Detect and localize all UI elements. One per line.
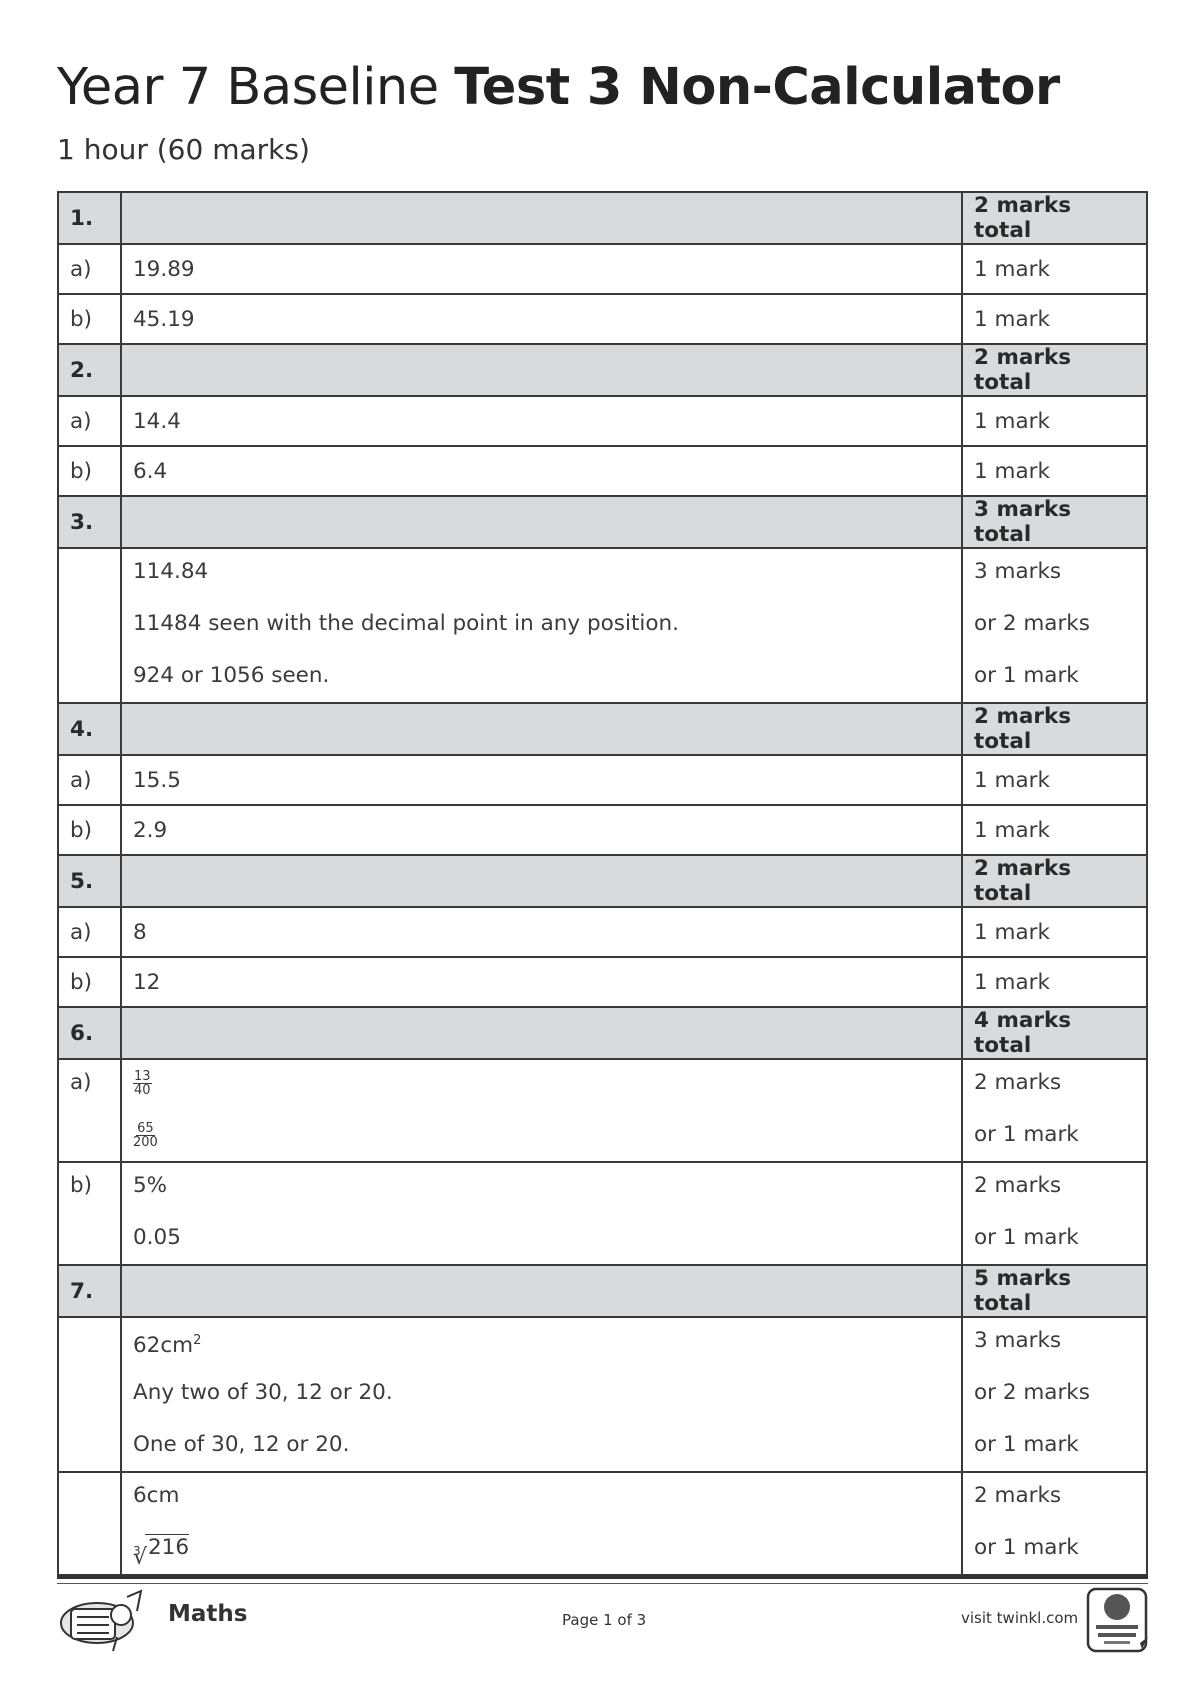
- part-label: b): [70, 458, 93, 484]
- part-label-cell: [58, 548, 121, 703]
- fraction-denominator: 200: [133, 1134, 158, 1150]
- answer-text: 12: [133, 969, 161, 995]
- question-number: 4.: [58, 703, 121, 755]
- answer-line: [133, 1315, 950, 1367]
- answer-text: 114.84: [133, 559, 209, 584]
- root-radicand: √ 216: [145, 1534, 189, 1560]
- fraction-numerator: 65: [137, 1120, 154, 1136]
- answer-line: [133, 818, 950, 843]
- question-header-row: [58, 1007, 1147, 1059]
- answer-cell: [121, 805, 962, 855]
- title-light: Year 7 Baseline: [57, 58, 439, 117]
- mark-value: or 1 mark: [974, 1122, 1079, 1147]
- part-label: a): [70, 408, 92, 434]
- answer-line: [133, 1212, 950, 1264]
- answer-text: 6cm: [133, 1483, 180, 1508]
- answer-cell: [121, 244, 962, 294]
- answer-line: [133, 1419, 950, 1471]
- part-label: a): [70, 767, 92, 793]
- answer-line: [133, 1109, 950, 1161]
- answer-row: [58, 396, 1147, 446]
- answer-line: [133, 598, 950, 650]
- page-title: [57, 58, 1060, 117]
- answer-text: 19.89: [133, 256, 195, 282]
- part-label-cell: [58, 957, 121, 1007]
- question-number: 5.: [58, 855, 121, 907]
- answer-row: [58, 755, 1147, 805]
- answer-cell: [121, 1472, 962, 1575]
- part-label: b): [70, 817, 93, 843]
- part-label-cell: [58, 244, 121, 294]
- answer-line: [133, 307, 950, 332]
- answer-text: 62cm: [133, 1333, 194, 1359]
- question-number: 3.: [58, 496, 121, 548]
- answer-text: One of 30, 12 or 20.: [133, 1432, 350, 1457]
- part-label: a): [70, 256, 92, 282]
- answer-line: [133, 459, 950, 484]
- answer-text: 0.05: [133, 1225, 181, 1250]
- mark-value: 2 marks: [974, 1173, 1062, 1198]
- part-label-cell: [58, 294, 121, 344]
- part-label-cell: [58, 755, 121, 805]
- marks-cell: [962, 755, 1147, 805]
- fraction: [133, 1122, 158, 1149]
- mark-value: 1 mark: [974, 408, 1050, 434]
- question-number: 7.: [58, 1265, 121, 1317]
- mark-value: 3 marks: [974, 1328, 1062, 1353]
- root-index: 3: [133, 1544, 141, 1558]
- part-label-cell: [58, 396, 121, 446]
- answer-line: [133, 1522, 950, 1574]
- page-subtitle: 1 hour (60 marks): [57, 133, 310, 166]
- mark-value: 1 mark: [974, 767, 1050, 793]
- answer-row: [58, 446, 1147, 496]
- part-label-cell: [58, 1162, 121, 1265]
- footer-divider-thin: [57, 1583, 1148, 1584]
- part-label: b): [70, 1173, 93, 1198]
- part-label: b): [70, 969, 93, 995]
- question-number: 2.: [58, 344, 121, 396]
- answer-text: 924 or 1056 seen.: [133, 663, 330, 688]
- part-label: [70, 1315, 109, 1367]
- marks-cell: [962, 805, 1147, 855]
- footer-page-number: Page 1 of 3: [562, 1611, 647, 1629]
- answer-cell: [121, 446, 962, 496]
- question-total-marks: 2 marks total: [962, 192, 1147, 244]
- marks-cell: [962, 294, 1147, 344]
- part-label-cell: [58, 805, 121, 855]
- answer-row: [58, 907, 1147, 957]
- question-header-blank: [121, 192, 962, 244]
- mark-value: 1 mark: [974, 306, 1050, 332]
- mark-value: 2 marks: [974, 1483, 1062, 1508]
- answer-row: [58, 244, 1147, 294]
- answer-cell: [121, 1162, 962, 1265]
- answer-cell: [121, 396, 962, 446]
- question-header-row: [58, 344, 1147, 396]
- footer-subject: Maths: [168, 1601, 248, 1627]
- maths-logo-icon: [57, 1585, 152, 1655]
- mark-scheme-table: [57, 191, 1148, 1576]
- answer-text: 15.5: [133, 767, 181, 793]
- question-header-blank: [121, 703, 962, 755]
- question-header-row: [58, 192, 1147, 244]
- mark-value: or 1 mark: [974, 1225, 1079, 1250]
- question-header-blank: [121, 344, 962, 396]
- footer-divider: [57, 1575, 1148, 1579]
- mark-value: or 2 marks: [974, 611, 1090, 636]
- question-number: 6.: [58, 1007, 121, 1059]
- question-total-marks: 5 marks total: [962, 1265, 1147, 1317]
- answer-line: [133, 650, 950, 702]
- marks-cell: [962, 1162, 1147, 1265]
- answer-text: Any two of 30, 12 or 20.: [133, 1380, 393, 1405]
- question-header-blank: [121, 1265, 962, 1317]
- marks-cell: [962, 396, 1147, 446]
- part-label: b): [70, 306, 93, 332]
- answer-row: [58, 294, 1147, 344]
- marks-cell: [962, 957, 1147, 1007]
- answer-row: [58, 1162, 1147, 1265]
- answer-line: [133, 1470, 950, 1522]
- marks-cell: [962, 1317, 1147, 1472]
- answer-row: [58, 957, 1147, 1007]
- answer-line: [133, 409, 950, 434]
- answer-line: [133, 970, 950, 995]
- mark-value: or 1 mark: [974, 1432, 1079, 1457]
- answer-text: 8: [133, 919, 147, 945]
- question-header-row: [58, 1265, 1147, 1317]
- marks-cell: [962, 446, 1147, 496]
- answer-line: [133, 546, 950, 598]
- question-header-blank: [121, 496, 962, 548]
- question-header-row: [58, 496, 1147, 548]
- mark-value: 1 mark: [974, 458, 1050, 484]
- answer-line: [133, 1160, 950, 1212]
- marks-cell: [962, 907, 1147, 957]
- part-label: a): [70, 1070, 92, 1095]
- fraction: [133, 1070, 152, 1097]
- title-bold: Test 3 Non-Calculator: [454, 58, 1060, 117]
- answer-text: 14.4: [133, 408, 181, 434]
- answer-row: [58, 1472, 1147, 1575]
- question-total-marks: 2 marks total: [962, 703, 1147, 755]
- mark-value: 1 mark: [974, 969, 1050, 995]
- part-label: [70, 1470, 109, 1522]
- part-label-cell: [58, 907, 121, 957]
- fraction-denominator: 40: [134, 1082, 151, 1098]
- answer-line: [133, 1057, 950, 1109]
- answer-text: 6.4: [133, 458, 168, 484]
- mark-value: 3 marks: [974, 559, 1062, 584]
- mark-value: or 1 mark: [974, 1535, 1079, 1560]
- part-label-cell: [58, 1059, 121, 1162]
- question-total-marks: 2 marks total: [962, 855, 1147, 907]
- answer-text: 2.9: [133, 817, 168, 843]
- question-header-row: [58, 855, 1147, 907]
- question-total-marks: 3 marks total: [962, 496, 1147, 548]
- quality-badge-icon: [1082, 1585, 1152, 1655]
- question-total-marks: 4 marks total: [962, 1007, 1147, 1059]
- question-header-row: [58, 703, 1147, 755]
- question-number: 1.: [58, 192, 121, 244]
- marks-cell: [962, 244, 1147, 294]
- part-label: a): [70, 919, 92, 945]
- marks-cell: [962, 548, 1147, 703]
- answer-superscript: 2: [193, 1333, 202, 1348]
- answer-cell: [121, 1317, 962, 1472]
- answer-text: 5%: [133, 1173, 168, 1198]
- part-label-cell: [58, 1472, 121, 1575]
- answer-row: [58, 548, 1147, 703]
- marks-cell: [962, 1472, 1147, 1575]
- answer-row: [58, 1317, 1147, 1472]
- question-header-blank: [121, 855, 962, 907]
- footer-website-link[interactable]: visit twinkl.com: [961, 1609, 1079, 1627]
- cube-root: [133, 1535, 189, 1560]
- answer-cell: [121, 907, 962, 957]
- answer-text: 11484 seen with the decimal point in any position.: [133, 611, 679, 636]
- fraction-numerator: 13: [134, 1068, 151, 1084]
- marks-cell: [962, 1059, 1147, 1162]
- answer-row: [58, 805, 1147, 855]
- question-header-blank: [121, 1007, 962, 1059]
- mark-value: 1 mark: [974, 256, 1050, 282]
- part-label: [70, 546, 109, 598]
- part-label-cell: [58, 1317, 121, 1472]
- question-total-marks: 2 marks total: [962, 344, 1147, 396]
- mark-value: 2 marks: [974, 1070, 1062, 1095]
- answer-cell: [121, 548, 962, 703]
- answer-line: [133, 257, 950, 282]
- mark-value: 1 mark: [974, 919, 1050, 945]
- answer-text: 45.19: [133, 306, 195, 332]
- part-label-cell: [58, 446, 121, 496]
- answer-cell: [121, 957, 962, 1007]
- mark-value: 1 mark: [974, 817, 1050, 843]
- answer-line: [133, 920, 950, 945]
- answer-cell: [121, 1059, 962, 1162]
- mark-value: or 1 mark: [974, 663, 1079, 688]
- answer-line: [133, 1367, 950, 1419]
- mark-value: or 2 marks: [974, 1380, 1090, 1405]
- answer-cell: [121, 755, 962, 805]
- answer-cell: [121, 294, 962, 344]
- answer-line: [133, 768, 950, 793]
- answer-row: [58, 1059, 1147, 1162]
